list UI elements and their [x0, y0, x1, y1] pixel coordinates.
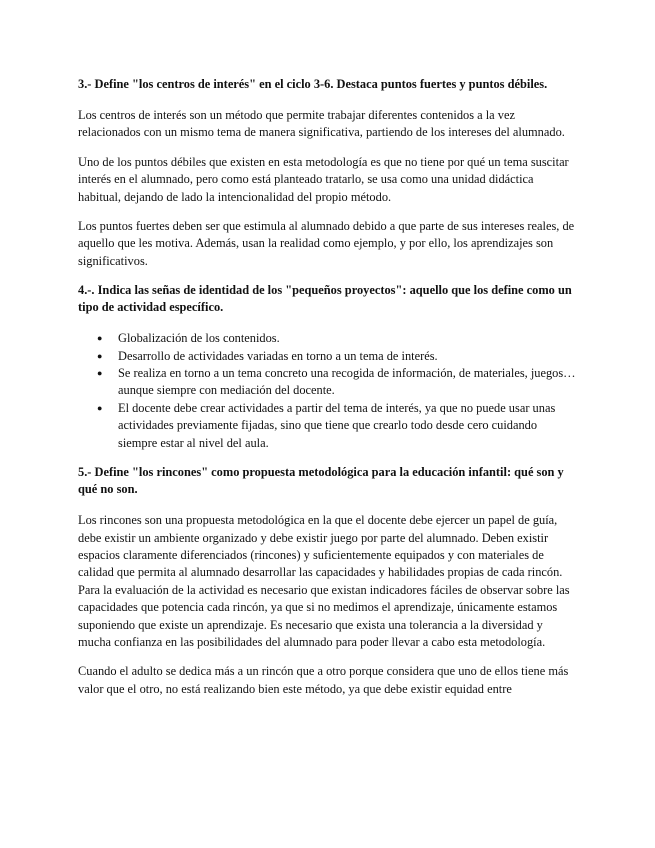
- bullet-icon: ●: [97, 333, 103, 344]
- list-item: [78, 348, 577, 365]
- q3-paragraph-1: Los centros de interés son un método que permite trabajar diferentes contenidos a la vez relacionados con un mismo tema de manera significativa, partiendo de los intereses del alumnado.: [78, 108, 565, 140]
- bullet-icon: ●: [97, 368, 103, 379]
- question-3-heading: 3.- Define "los centros de interés" en el ciclo 3-6. Destaca puntos fuertes y puntos débiles.: [78, 77, 548, 91]
- q5-paragraph-2: Cuando el adulto se dedica más a un rincón que a otro porque considera que uno de ellos tiene más valor que el otro, no está realizando bien este método, ya que debe existir equidad entre: [78, 664, 569, 696]
- list-item: [78, 400, 577, 452]
- list-item-text: Globalización de los contenidos.: [118, 331, 280, 346]
- q3-paragraph-3: Los puntos fuertes deben ser que estimula al alumnado debido a que parte de sus intereses reales, de aquello que les motiva. Además, usan la realidad como ejemplo, y por ello, los aprendizajes son significativos.: [78, 219, 575, 268]
- q5-paragraph-1: Los rincones son una propuesta metodológica en la que el docente debe ejercer un papel de guía, debe existir un ambiente organizado y debe existir juego por parte del alumnado. Deben existir espacios claramente diferenciados (rincones) y suficientemente equipados y con materiales de calidad que permita al alumnado desarrollar las capacidades y habilidades propias de cada rincón. Para la evaluación de la actividad es necesario que existan indicadores fáciles de observar sobre las capacidades que potencia cada rincón, ya que si no medimos el aprendizaje, únicamente estamos suponiendo que existe un aprendizaje. Es necesario que exista una tolerancia a la diversidad y mucha confianza en las posibilidades del alumnado para poder llevar a cabo esta metodología.: [78, 513, 570, 649]
- question-4-heading: 4.-. Indica las señas de identidad de los "pequeños proyectos": aquello que los define como un tipo de actividad específico.: [78, 283, 572, 315]
- list-item-text: Desarrollo de actividades variadas en torno a un tema de interés.: [118, 348, 438, 363]
- list-item: [78, 330, 577, 347]
- list-item: [78, 365, 577, 400]
- q3-paragraph-2: Uno de los puntos débiles que existen en esta metodología es que no tiene por qué un tema suscitar interés en el alumnado, pero como está planteado tratarlo, se usa como una unidad didáctica habitual, dejando de lado la intencionalidad del propio método.: [78, 154, 569, 204]
- list-item-text: El docente debe crear actividades a partir del tema de interés, ya que no puede usar unas actividades previamente fijadas, sino que tiene que crearlo todo desde cero cuidando siempre estar al nivel del aula.: [118, 400, 556, 450]
- bullet-icon: ●: [97, 350, 103, 361]
- question-5-heading: 5.- Define "los rincones" como propuesta metodológica para la educación infantil: qué son y qué no son.: [78, 465, 564, 497]
- list-item-text: Se realiza en torno a un tema concreto una recogida de información, de materiales, juegos… aunque siempre con mediación del docente.: [118, 366, 576, 398]
- q4-bullet-list: [78, 330, 577, 452]
- bullet-icon: ●: [97, 402, 103, 413]
